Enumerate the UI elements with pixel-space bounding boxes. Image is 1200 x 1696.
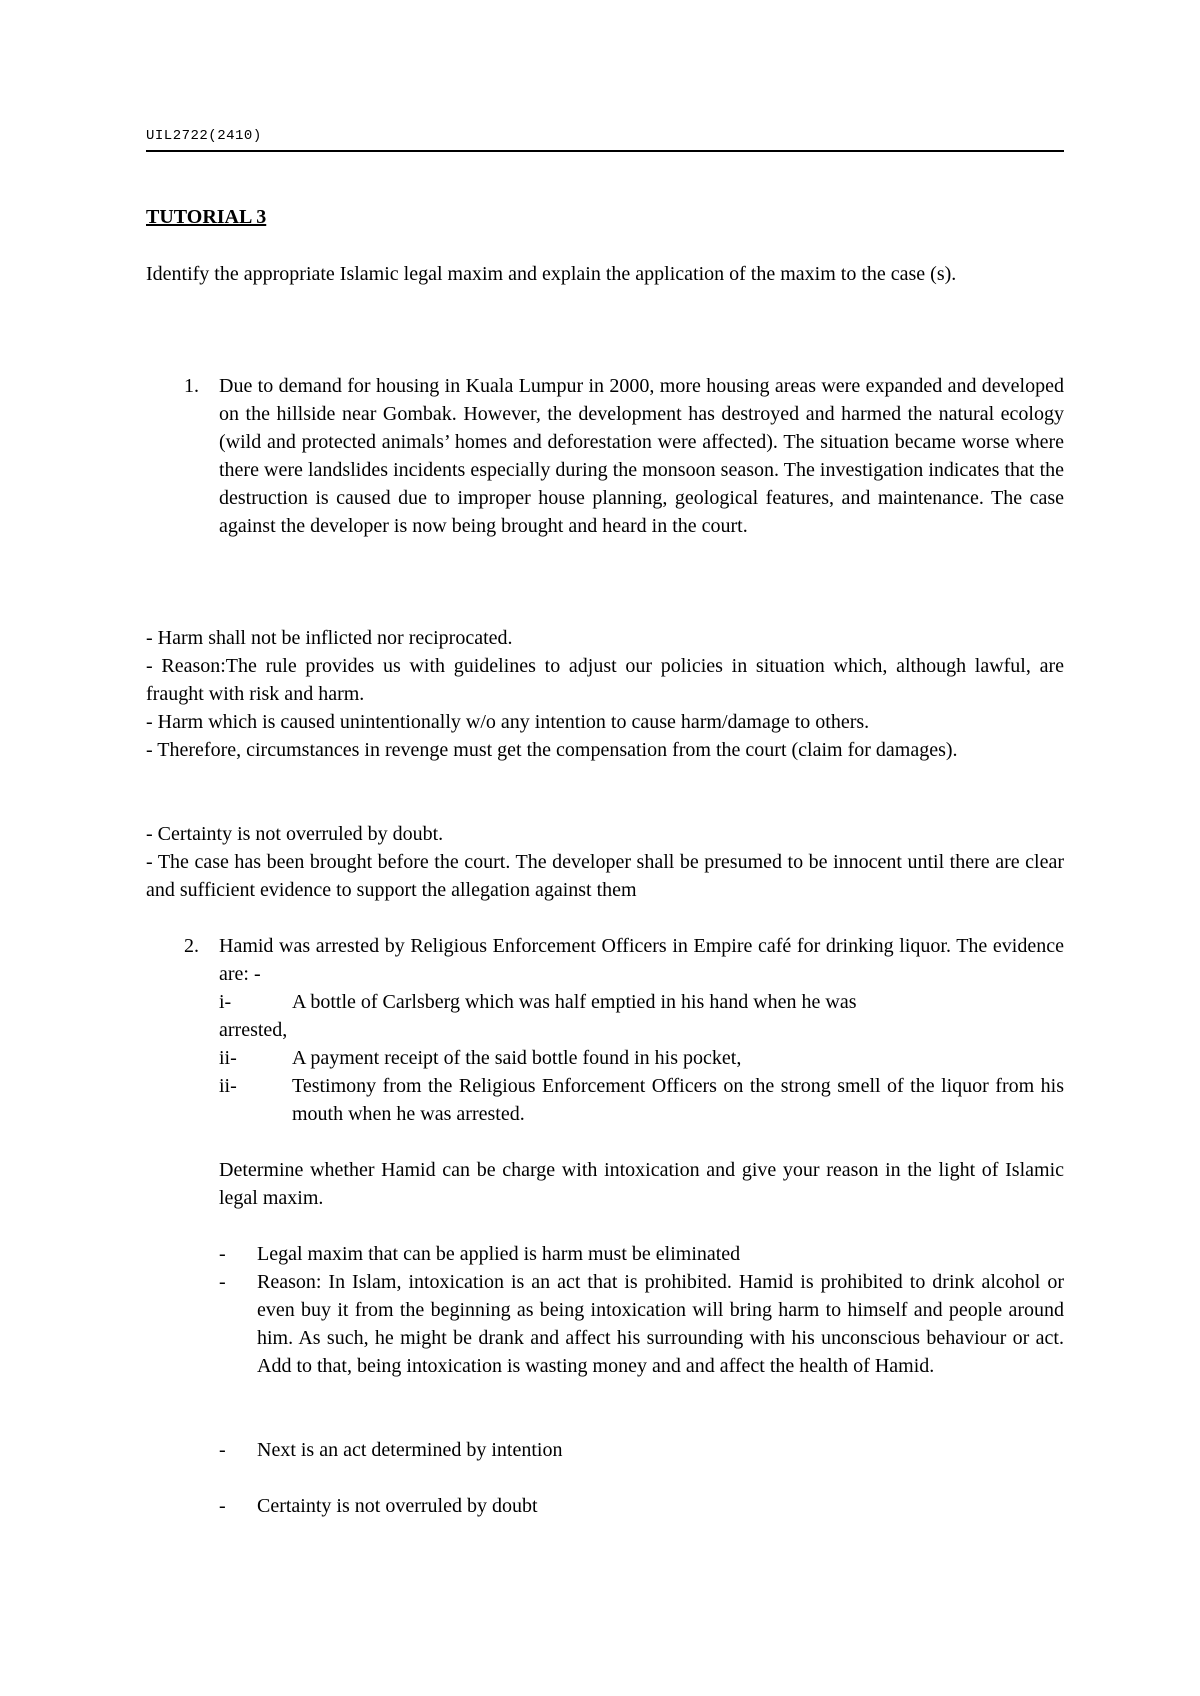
answer-1-presumption: - The case has been brought before the court. The developer shall be presumed to be innocent until there are clear and sufficient evidence to support the allegation against them — [146, 851, 1064, 901]
evidence-1-label: i- — [219, 991, 232, 1013]
evidence-2-text: A payment receipt of the said bottle found in his pocket, — [292, 1047, 742, 1069]
question-1-number: 1. — [184, 375, 199, 397]
evidence-2-label: ii- — [219, 1047, 237, 1069]
answer-1-therefore: - Therefore, circumstances in revenge must get the compensation from the court (claim for damages). — [146, 739, 958, 761]
instruction-text: Identify the appropriate Islamic legal maxim and explain the application of the maxim to the case (s). — [146, 263, 957, 285]
answer-2-item-3-dash: - — [219, 1439, 226, 1461]
page-title: TUTORIAL 3 — [146, 206, 267, 228]
evidence-1-continuation: arrested, — [219, 1019, 288, 1041]
answer-1-maxim: - Harm shall not be inflicted nor reciprocated. — [146, 627, 513, 649]
answer-1-reason: - Reason:The rule provides us with guidelines to adjust our policies in situation which, although lawful, are fraught with risk and harm. — [146, 655, 1064, 705]
evidence-3-label: ii- — [219, 1075, 237, 1097]
answer-2-item-1-text: Legal maxim that can be applied is harm must be eliminated — [257, 1243, 741, 1265]
answer-1-maxim-2: - Certainty is not overruled by doubt. — [146, 823, 444, 845]
evidence-3-text: Testimony from the Religious Enforcement Officers on the strong smell of the liquor from his mouth when he was arrested. — [292, 1075, 1064, 1125]
answer-2-item-4-dash: - — [219, 1495, 226, 1517]
header-rule — [146, 150, 1064, 152]
answer-2-item-2-text: Reason: In Islam, intoxication is an act that is prohibited. Hamid is prohibited to drink alcohol or even buy it from the beginning as being intoxication will bring harm to himself and people around him. As such, he might be drank and affect his surrounding with his unconscious behaviour or act. Add to that, being intoxication is wasting money and and affect the health of Hamid. — [257, 1271, 1064, 1377]
question-1-text: Due to demand for housing in Kuala Lumpur in 2000, more housing areas were expanded and developed on the hillside near Gombak. However, the development has destroyed and harmed the natural ecology (wild and protected animals’ homes and deforestation were affected). The situation became worse where there were landslides incidents especially during the monsoon season. The investigation indicates that the destruction is caused due to improper house planning, geological features, and maintenance. The case against the developer is now being brought and heard in the court. — [219, 375, 1064, 537]
answer-1-harm-note: - Harm which is caused unintentionally w/o any intention to cause harm/damage to others. — [146, 711, 870, 733]
answer-2-item-3-text: Next is an act determined by intention — [257, 1439, 563, 1461]
question-2-determine: Determine whether Hamid can be charge with intoxication and give your reason in the light of Islamic legal maxim. — [219, 1159, 1064, 1209]
answer-2-item-1-dash: - — [219, 1243, 226, 1265]
question-2-number: 2. — [184, 935, 199, 957]
evidence-1-text: A bottle of Carlsberg which was half emptied in his hand when he was — [292, 991, 857, 1013]
course-code: UIL2722(2410) — [146, 128, 262, 144]
answer-2-item-2-dash: - — [219, 1271, 226, 1293]
question-2-text: Hamid was arrested by Religious Enforcement Officers in Empire café for drinking liquor. The evidence are: - — [219, 935, 1064, 985]
answer-2-item-4-text: Certainty is not overruled by doubt — [257, 1495, 538, 1517]
